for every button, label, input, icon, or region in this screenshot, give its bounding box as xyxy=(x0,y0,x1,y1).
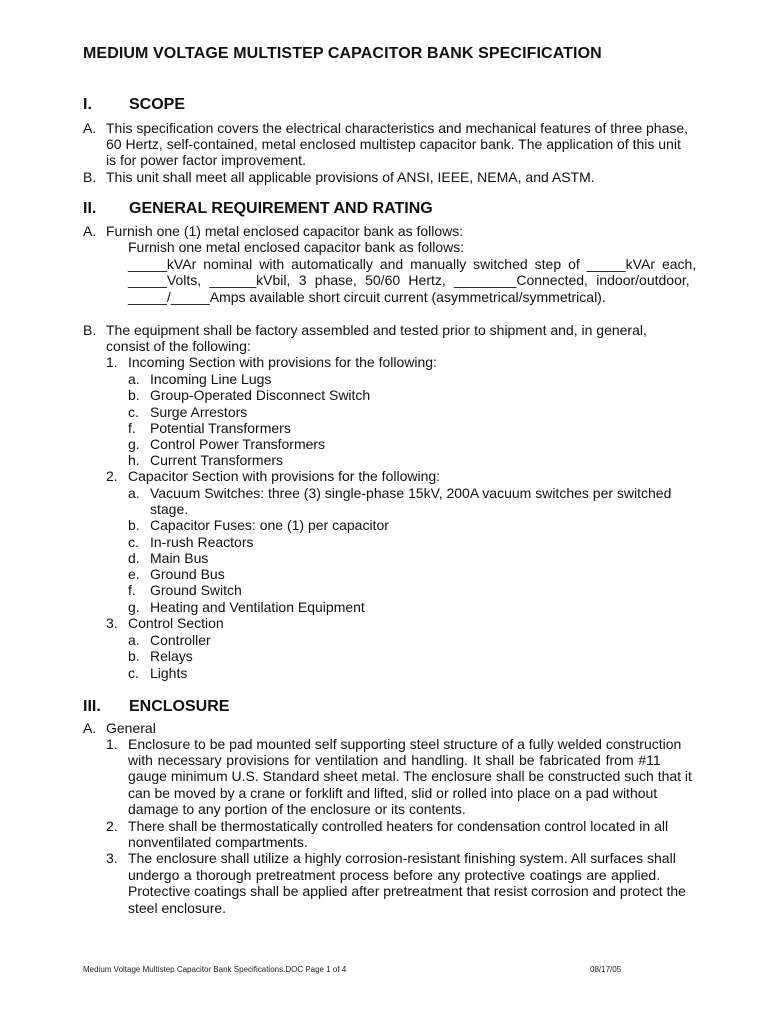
sub-label: g. xyxy=(128,436,140,452)
sub-item: Controller xyxy=(150,632,211,648)
paragraph-line: The equipment shall be factory assembled and tested prior to shipment and, in general, xyxy=(106,322,647,338)
paragraph-line: _____/_____Amps available short circuit current (asymmetrical/symmetrical). xyxy=(128,289,606,305)
list-number: 3. xyxy=(106,615,118,631)
sub-label: f. xyxy=(128,582,136,598)
list-label: A. xyxy=(83,720,97,736)
sub-label: h. xyxy=(128,452,140,468)
sub-item-continued: stage. xyxy=(150,501,189,517)
list-label: B. xyxy=(83,322,97,338)
paragraph-line: nonventilated compartments. xyxy=(128,834,308,850)
paragraph-line: This unit shall meet all applicable provisions of ANSI, IEEE, NEMA, and ASTM. xyxy=(106,169,595,185)
footer-date: 08/17/05 xyxy=(590,965,622,974)
section-number: III. xyxy=(83,698,101,715)
paragraph-line: Furnish one metal enclosed capacitor bank as follows: xyxy=(128,239,465,255)
paragraph-line: can be moved by a crane or forklift and lifted, slid or rolled into place on a pad without xyxy=(128,785,658,801)
sub-label: c. xyxy=(128,665,139,681)
list-number: 1. xyxy=(106,736,118,752)
paragraph-line: There shall be thermostatically controlled heaters for condensation control located in all xyxy=(128,818,669,834)
document-title: MEDIUM VOLTAGE MULTISTEP CAPACITOR BANK SPECIFICATION xyxy=(83,45,602,62)
sub-label: c. xyxy=(128,404,139,420)
paragraph-line: This specification covers the electrical characteristics and mechanical features of three phase, xyxy=(106,120,689,136)
sub-label: a. xyxy=(128,485,140,501)
paragraph-line: The enclosure shall utilize a highly corrosion-resistant finishing system. All surfaces shall xyxy=(128,850,676,866)
footer-filename: Medium Voltage Multistep Capacitor Bank Specifications.DOC Page 1 of 4 xyxy=(83,965,347,974)
sub-label: f. xyxy=(128,420,136,436)
paragraph-line: Protective coatings shall be applied after pretreatment that resist corrosion and protect the xyxy=(128,883,686,899)
list-item: Capacitor Section with provisions for the following: xyxy=(128,468,441,484)
sub-item: Vacuum Switches: three (3) single-phase 15kV, 200A vacuum switches per switched xyxy=(150,485,672,501)
paragraph-line: undergo a thorough pretreatment process before any protective coatings are applied. xyxy=(128,867,661,883)
sub-label: c. xyxy=(128,534,139,550)
list-label: A. xyxy=(83,120,97,136)
paragraph-line: consist of the following: xyxy=(106,338,251,354)
sub-item: Current Transformers xyxy=(150,452,284,468)
list-number: 2. xyxy=(106,818,118,834)
list-number: 3. xyxy=(106,850,118,866)
paragraph-line: with necessary provisions for ventilation and handling. It shall be fabricated from #11 xyxy=(128,752,661,768)
sub-item: In-rush Reactors xyxy=(150,534,254,550)
section-title: ENCLOSURE xyxy=(129,698,230,715)
sub-item: Incoming Line Lugs xyxy=(150,371,272,387)
paragraph-line: damage to any portion of the enclosure or its contents. xyxy=(128,801,466,817)
paragraph-line: gauge minimum U.S. Standard sheet metal. The enclosure shall be constructed such that it xyxy=(128,768,692,784)
sub-item: Heating and Ventilation Equipment xyxy=(150,599,365,615)
sub-label: b. xyxy=(128,648,140,664)
section-heading-scope xyxy=(83,96,185,114)
paragraph-line: 60 Hertz, self-contained, metal enclosed multistep capacitor bank. The application of this unit xyxy=(106,136,681,152)
paragraph-line: _____kVAr nominal with automatically and manually switched step of _____kVAr each, xyxy=(128,256,697,272)
paragraph-line: is for power factor improvement. xyxy=(106,152,306,168)
sub-item: Main Bus xyxy=(150,550,209,566)
sub-label: b. xyxy=(128,517,140,533)
list-item: Control Section xyxy=(128,615,224,631)
list-label: B. xyxy=(83,169,97,185)
sub-label: a. xyxy=(128,632,140,648)
list-item: Incoming Section with provisions for the following: xyxy=(128,354,437,370)
sub-item: Ground Switch xyxy=(150,582,242,598)
sub-label: a. xyxy=(128,371,140,387)
sub-item: Group-Operated Disconnect Switch xyxy=(150,387,371,403)
sub-item: Ground Bus xyxy=(150,566,225,582)
section-heading-enclosure xyxy=(83,698,229,716)
sub-item: Surge Arrestors xyxy=(150,404,248,420)
sub-label: g. xyxy=(128,599,140,615)
list-label: A. xyxy=(83,223,97,239)
paragraph-line: Furnish one (1) metal enclosed capacitor bank as follows: xyxy=(106,223,464,239)
sub-label: e. xyxy=(128,566,140,582)
sub-item: Control Power Transformers xyxy=(150,436,326,452)
sub-item: Lights xyxy=(150,665,188,681)
section-title: SCOPE xyxy=(129,96,186,113)
section-title: GENERAL REQUIREMENT AND RATING xyxy=(129,200,433,217)
list-number: 1. xyxy=(106,354,118,370)
sub-item: Capacitor Fuses: one (1) per capacitor xyxy=(150,517,389,533)
paragraph-line: General xyxy=(106,720,156,736)
section-heading-general xyxy=(83,200,433,218)
sub-item: Relays xyxy=(150,648,193,664)
sub-item: Potential Transformers xyxy=(150,420,291,436)
paragraph-line: steel enclosure. xyxy=(128,900,227,916)
section-number: I. xyxy=(83,96,92,113)
sub-label: d. xyxy=(128,550,140,566)
paragraph-line: _____Volts, ______kVbil, 3 phase, 50/60 Hertz, ________Connected, indoor/outdoor, xyxy=(128,272,690,288)
paragraph-line: Enclosure to be pad mounted self supporting steel structure of a fully welded construction xyxy=(128,736,682,752)
section-number: II. xyxy=(83,200,97,217)
list-number: 2. xyxy=(106,468,118,484)
sub-label: b. xyxy=(128,387,140,403)
